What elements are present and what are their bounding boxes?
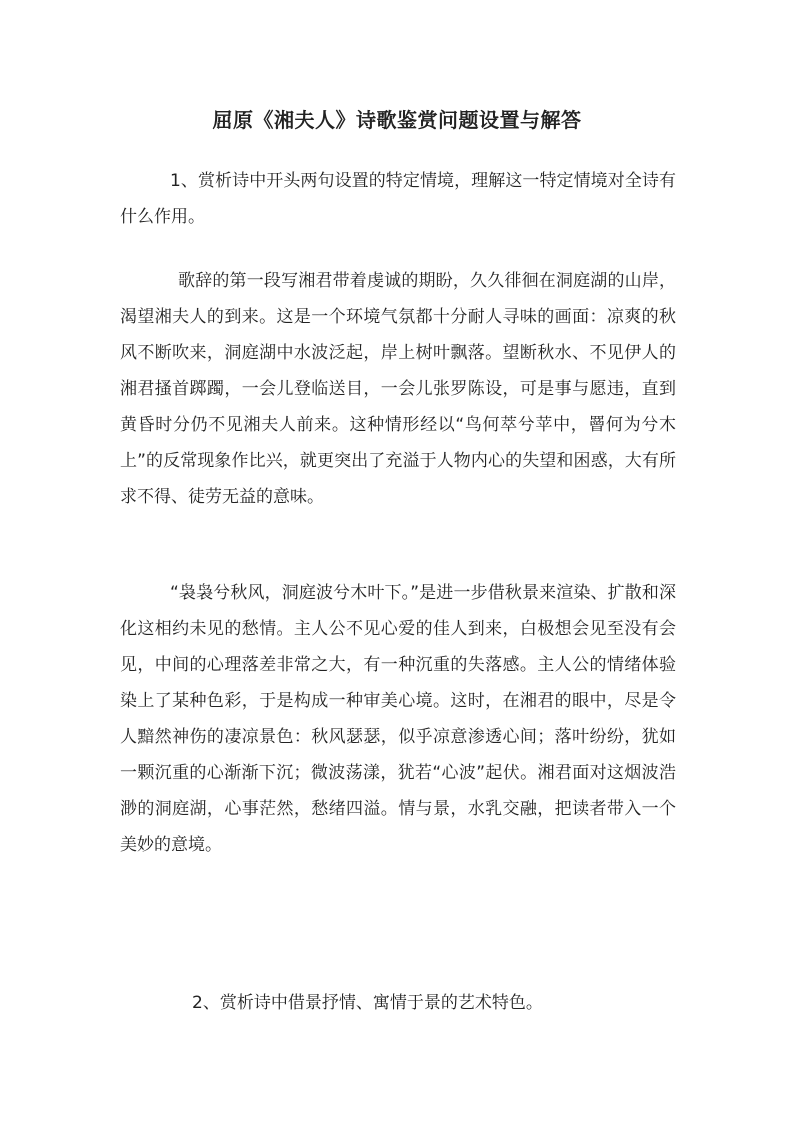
answer-paragraph-1: 歌辞的第一段写湘君带着虔诚的期盼，久久徘徊在洞庭湖的山岸，渴望湘夫人的到来。这是一个环境气氛都十分耐人寻味的画面：凉爽的秋风不断吹来，洞庭湖中水波泛起，岸上树叶飘落。望断秋水、不见伊人的湘君搔首踯躅，一会儿登临送目，一会儿张罗陈设，可是事与愿违，直到黄昏时分仍不见湘夫人前来。这种情形经以“鸟何萃兮苹中，罾何为兮木上”的反常现象作比兴，就更突出了充溢于人物内心的失望和困惑，大有所求不得、徒劳无益的意味。 (120, 271, 676, 507)
document-title: 屈原《湘夫人》诗歌鉴赏问题设置与解答 (212, 108, 582, 132)
question-2: 2、赏析诗中借景抒情、寓情于景的艺术特色。 (192, 993, 543, 1013)
answer-paragraph-2: “袅袅兮秋风，洞庭波兮木叶下。”是进一步借秋景来渲染、扩散和深化这相约未见的愁情。主人公不见心爱的佳人到来，白极想会见至没有会见，中间的心理落差非常之大，有一种沉重的失落感。主人公的情绪体验染上了某种色彩，于是构成一种审美心境。这时，在湘君的眼中，尽是令人黯然神伤的凄凉景色：秋风瑟瑟，似乎凉意渗透心间；落叶纷纷，犹如一颗沉重的心渐渐下沉；微波荡漾，犹若“心波”起伏。湘君面对这烟波浩渺的洞庭湖，心事茫然，愁绪四溢。情与景，水乳交融，把读者带入一个美妙的意境。 (120, 583, 676, 855)
question-1: 1、赏析诗中开头两句设置的特定情境，理解这一特定情境对全诗有什么作用。 (120, 171, 676, 227)
